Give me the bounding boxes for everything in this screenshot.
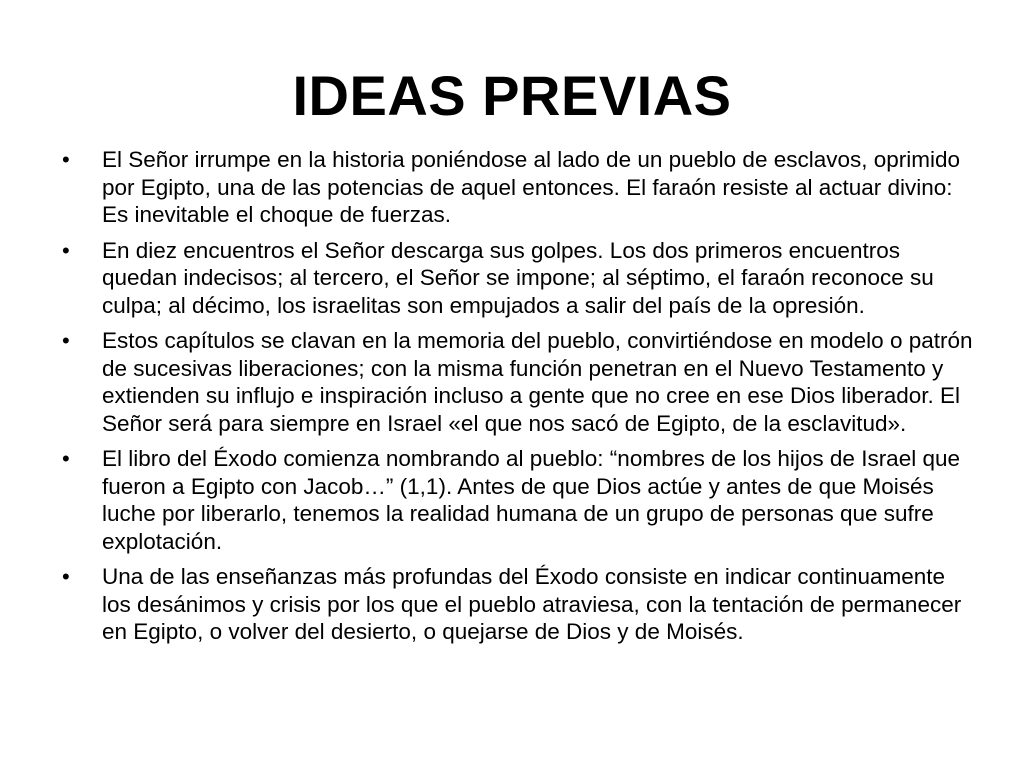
bullet-item	[56, 327, 976, 437]
bullet-dot-icon: •	[62, 446, 70, 471]
bullet-item	[56, 237, 976, 320]
bullet-dot-icon: •	[62, 328, 70, 353]
bullet-dot-icon: •	[62, 147, 70, 172]
bullet-text: Una de las enseñanzas más profundas del Éxodo consiste en indicar continuamente los desánimos y crisis por los que el pueblo atraviesa, con la tentación de permanecer en Egipto, o volver del desierto, o quejarse de Dios y de Moisés.	[102, 564, 962, 644]
slide-title: IDEAS PREVIAS	[292, 64, 732, 127]
bullet-text: En diez encuentros el Señor descarga sus golpes. Los dos primeros encuentros quedan indecisos; al tercero, el Señor se impone; al séptimo, el faraón reconoce su culpa; al décimo, los israelitas son empujados a salir del país de la opresión.	[102, 237, 934, 318]
bullet-text: Estos capítulos se clavan en la memoria del pueblo, convirtiéndose en modelo o patrón de sucesivas liberaciones; con la misma función penetran en el Nuevo Testamento y extienden su influjo e inspiración incluso a gente que no cree en ese Dios liberador. El Señor será para siempre en Israel «el que nos sacó de Egipto, de la esclavitud».	[102, 328, 973, 436]
bullet-dot-icon: •	[62, 564, 70, 589]
bullet-item	[56, 563, 976, 646]
bullet-text: El Señor irrumpe en la historia poniéndose al lado de un pueblo de esclavos, oprimido por Egipto, una de las potencias de aquel entonces. El faraón resiste al actuar divino: Es inevitable el choque de fuerzas.	[102, 147, 961, 227]
bullet-item	[56, 146, 976, 229]
bullet-item	[56, 445, 976, 555]
bullet-list	[56, 146, 976, 654]
bullet-dot-icon: •	[62, 237, 70, 263]
bullet-text: El libro del Éxodo comienza nombrando al pueblo: “nombres de los hijos de Israel que fueron a Egipto con Jacob…” (1,1). Antes de que Dios actúe y antes de que Moisés luche por liberarlo, tenemos la realidad humana de un grupo de personas que sufre explotación.	[102, 446, 960, 554]
